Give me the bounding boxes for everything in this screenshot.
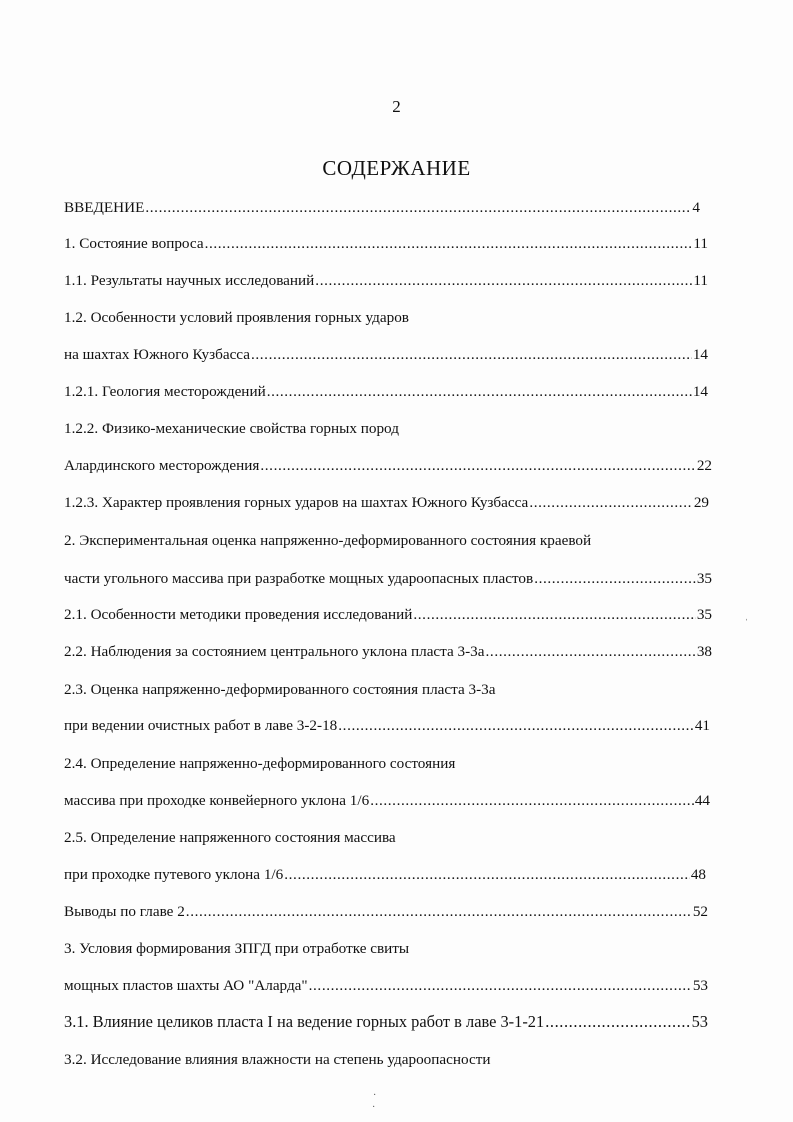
toc-entry-text: 3.2. Исследование влияния влажности на степень удароопасности xyxy=(64,1051,491,1068)
toc-entry xyxy=(64,605,712,625)
toc-leader-dots xyxy=(205,234,693,254)
toc-entry-text: 3.1. Влияние целиков пласта I на ведение горных работ в лаве 3-1-21 xyxy=(64,1012,545,1031)
toc-entry xyxy=(64,828,396,848)
toc-entry-text: на шахтах Южного Кузбасса xyxy=(64,346,250,363)
toc-entry-page: 11 xyxy=(693,235,708,252)
toc-entry xyxy=(64,382,708,402)
toc-leader-dots xyxy=(251,345,692,365)
toc-leader-dots xyxy=(545,1012,690,1032)
toc-entry-text: части угольного массива при разработке мощных удароопасных пластов xyxy=(64,570,534,587)
toc-entry-page: 38 xyxy=(696,643,712,660)
toc-entry-text: мощных пластов шахты АО "Аларда" xyxy=(64,977,308,994)
toc-entry-text: Выводы по главе 2 xyxy=(64,903,185,920)
toc-entry-text: 2. Экспериментальная оценка напряженно-деформированного состояния краевой xyxy=(64,532,592,549)
toc-entry xyxy=(64,456,712,476)
toc-leader-dots xyxy=(413,605,695,625)
toc-leader-dots xyxy=(186,902,692,922)
toc-leader-dots xyxy=(145,198,691,218)
toc-leader-dots xyxy=(260,456,695,476)
toc-entry-page: 14 xyxy=(692,346,708,363)
scan-speck: ˌ xyxy=(745,610,749,621)
toc-entry-page: 53 xyxy=(691,1012,708,1031)
toc-entry-text: 1. Состояние вопроса xyxy=(64,235,204,252)
toc-leader-dots xyxy=(267,382,692,402)
toc-entry-text: 2.5. Определение напряженного состояния массива xyxy=(64,829,396,846)
toc-entry-text: 1.2.3. Характер проявления горных ударов на шахтах Южного Кузбасса xyxy=(64,494,529,511)
toc-entry xyxy=(64,308,409,328)
toc-leader-dots xyxy=(486,642,696,662)
toc-entry-text: 1.2.2. Физико-механические свойства горных пород xyxy=(64,420,399,437)
toc-entry-text: 3. Условия формирования ЗПГД при отработке свиты xyxy=(64,940,410,957)
toc-entry-text: массива при проходке конвейерного уклона 1/6 xyxy=(64,792,370,809)
toc-entry xyxy=(64,642,712,662)
toc-entry-page: 29 xyxy=(693,494,709,511)
toc-entry-text: 2.3. Оценка напряженно-деформированного состояния пласта 3-3а xyxy=(64,681,496,698)
toc-leader-dots xyxy=(315,271,692,291)
toc-entry-text: при проходке путевого уклона 1/6 xyxy=(64,866,284,883)
toc-entry-text: 1.2. Особенности условий проявления горных ударов xyxy=(64,309,409,326)
toc-entry xyxy=(64,754,455,774)
toc-entry xyxy=(64,791,710,811)
toc-entry-text: 1.2.1. Геология месторождений xyxy=(64,383,266,400)
scan-speck: · xyxy=(372,1102,376,1113)
toc-entry-page: 4 xyxy=(692,199,700,216)
page-title: СОДЕРЖАНИЕ xyxy=(322,156,471,180)
toc-leader-dots xyxy=(309,976,692,996)
toc-entry xyxy=(64,569,712,589)
toc-entry-text: 2.4. Определение напряженно-деформированного состояния xyxy=(64,755,456,772)
toc-entry-page: 41 xyxy=(694,717,710,734)
scan-speck: · xyxy=(373,1090,377,1101)
toc-entry-text: 2.2. Наблюдения за состоянием центрального уклона пласта 3-3а xyxy=(64,643,485,660)
toc-entry xyxy=(64,493,709,513)
toc-entry xyxy=(64,716,710,736)
toc-entry-page: 44 xyxy=(694,792,710,809)
toc-entry-text: 2.1. Особенности методики проведения исследований xyxy=(64,606,413,623)
toc-entry-page: 53 xyxy=(692,977,708,994)
toc-entry xyxy=(64,939,409,959)
toc-entry-page: 14 xyxy=(692,383,708,400)
toc-entry-page: 48 xyxy=(690,866,706,883)
toc-entry xyxy=(64,234,708,254)
toc-entry xyxy=(64,1012,708,1032)
toc-leader-dots xyxy=(338,716,694,736)
toc-entry xyxy=(64,419,399,439)
toc-entry xyxy=(64,198,700,218)
toc-entry-page: 35 xyxy=(696,570,712,587)
toc-entry-page: 52 xyxy=(692,903,708,920)
toc-entry-text: при ведении очистных работ в лаве 3-2-18 xyxy=(64,717,338,734)
toc-leader-dots xyxy=(529,493,693,513)
toc-leader-dots xyxy=(284,865,690,885)
toc-entry-page: 35 xyxy=(696,606,712,623)
toc-entry-page: 11 xyxy=(693,272,708,289)
toc-entry-text: Алардинского месторождения xyxy=(64,457,260,474)
toc-entry xyxy=(64,271,708,291)
toc-entry-text: 1.1. Результаты научных исследований xyxy=(64,272,315,289)
toc-entry xyxy=(64,865,706,885)
toc-leader-dots xyxy=(370,791,694,811)
toc-entry xyxy=(64,976,708,996)
page-number: 2 xyxy=(392,97,401,116)
toc-entry xyxy=(64,345,708,365)
toc-entry xyxy=(64,1050,490,1070)
toc-entry-text: ВВЕДЕНИЕ xyxy=(64,199,145,216)
toc-entry xyxy=(64,531,591,551)
toc-entry xyxy=(64,902,708,922)
toc-entry xyxy=(64,680,495,700)
toc-entry-page: 22 xyxy=(696,457,712,474)
toc-leader-dots xyxy=(534,569,696,589)
